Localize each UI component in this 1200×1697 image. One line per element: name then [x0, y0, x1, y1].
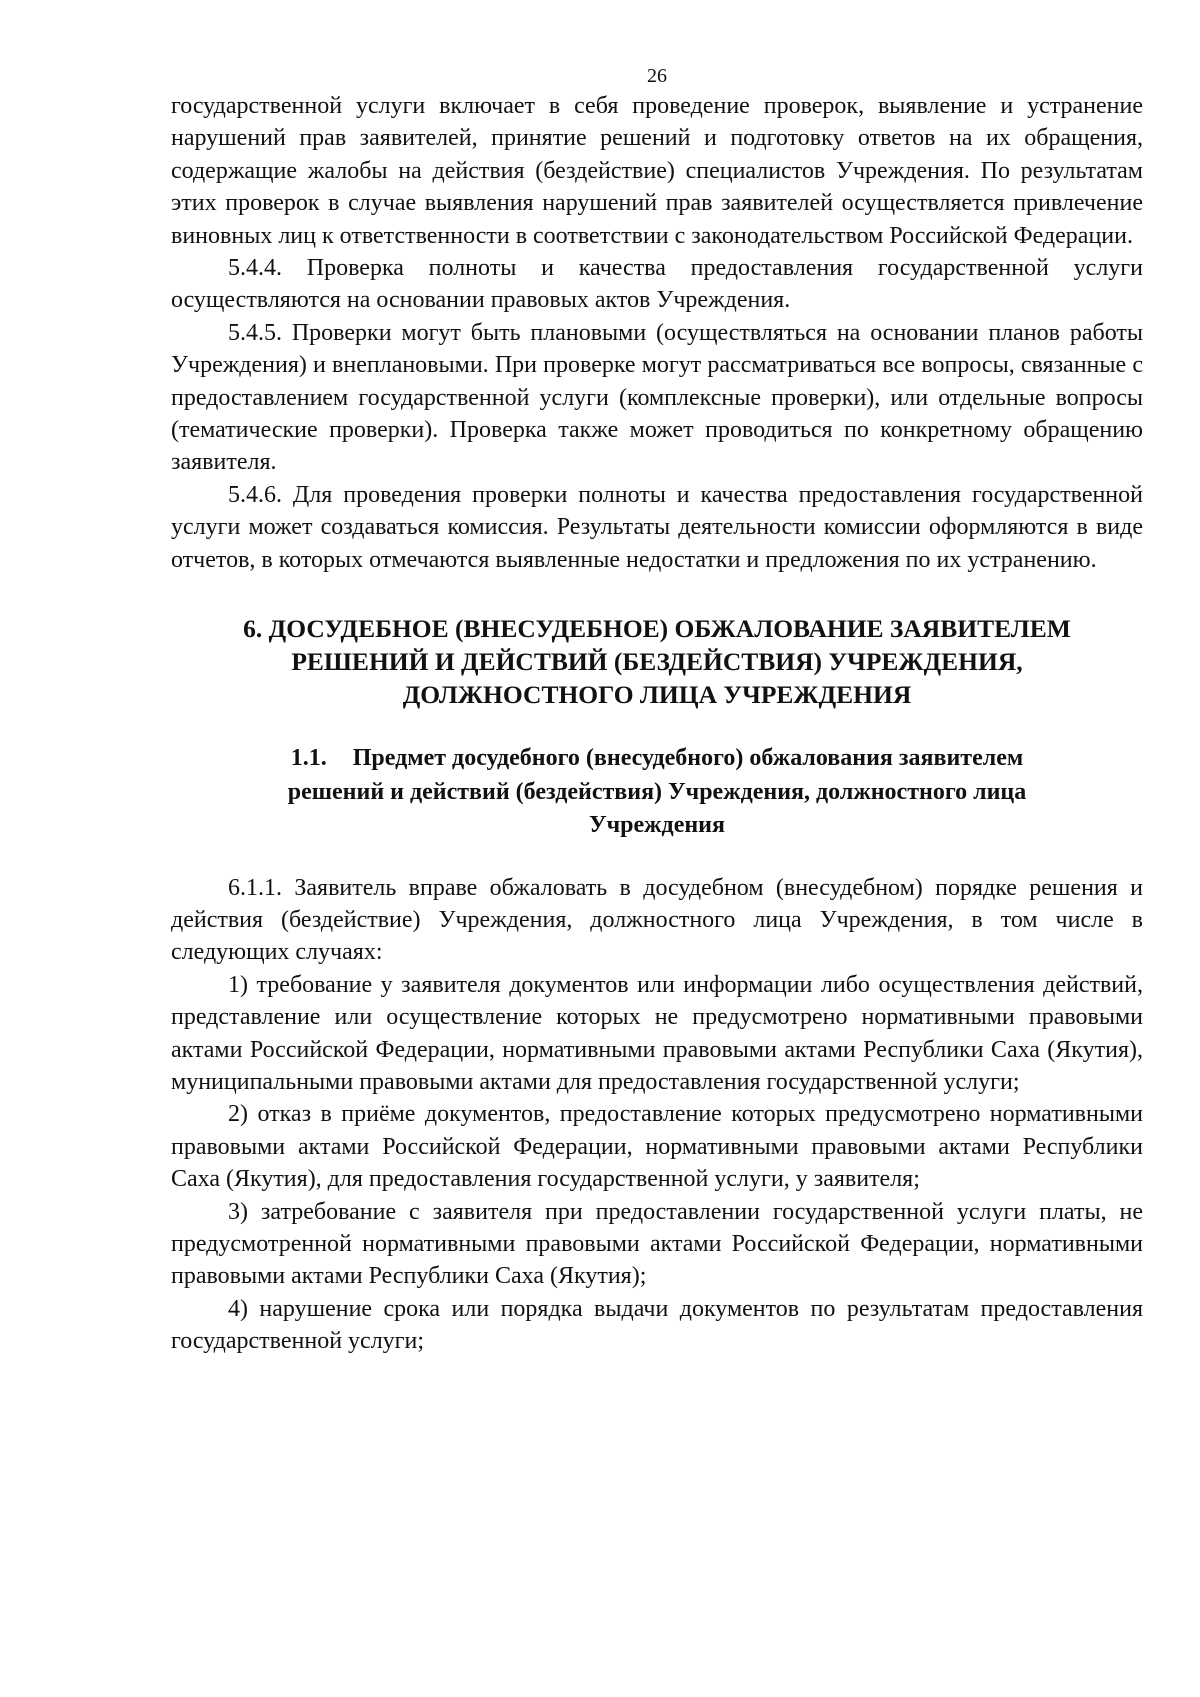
list-item-4: 4) нарушение срока или порядка выдачи документов по результатам предоставления государственной услуги;	[171, 1295, 1143, 1355]
list-item-1: 1) требование у заявителя документов или информации либо осуществления действий, представление или осуществление которых не предусмотрено нормативными правовыми актами Российской Федерации, нормативными правовыми актами Республики Саха (Якутия), муниципальными правовыми актами для предоставления государственной услуги;	[171, 971, 1143, 1096]
subsection-title-line-1: Предмет досудебного (внесудебного) обжалования заявителем	[352, 745, 1024, 772]
page-number: 26	[647, 65, 667, 87]
subsection-body	[171, 872, 1143, 1358]
subsection-heading-line-1	[171, 742, 1143, 776]
paragraph-continuation: государственной услуги включает в себя проведение проверок, выявление и устранение нарушений прав заявителей, принятие решений и подготовку ответов на их обращения, содержащие жалобы на действия (бездействие) специалистов Учреждения. По результатам этих проверок в случае выявления нарушений прав заявителей осуществляется привлечение виновных лиц к ответственности в соответствии с законодательством Российской Федерации.	[171, 93, 1143, 249]
subsection-title-line-2: решений и действий (бездействия) Учреждения, должностного лица	[287, 778, 1027, 805]
paragraph-6-1-1: 6.1.1. Заявитель вправе обжаловать в досудебном (внесудебном) порядке решения и действия (бездействие) Учреждения, должностного лица Учреждения, в том числе в следующих случаях:	[171, 874, 1143, 966]
section-heading-line-3: ДОЛЖНОСТНОГО ЛИЦА УЧРЕЖДЕНИЯ	[402, 680, 912, 710]
section-heading-line-2: РЕШЕНИЙ И ДЕЙСТВИЙ (БЕЗДЕЙСТВИЯ) УЧРЕЖДЕНИЯ,	[291, 647, 1023, 677]
list-item-3: 3) затребование с заявителя при предоставлении государственной услуги платы, не предусмотренной нормативными правовыми актами Российской Федерации, нормативными правовыми актами Республики Саха (Якутия);	[171, 1198, 1143, 1290]
paragraph-5-4-5: 5.4.5. Проверки могут быть плановыми (осуществляться на основании планов работы Учреждения) и внеплановыми. При проверке могут рассматриваться все вопросы, связанные с предоставлением государственной услуги (комплексные проверки), или отдельные вопросы (тематические проверки). Проверка также может проводиться по конкретному обращению заявителя.	[171, 319, 1143, 476]
document-page	[171, 64, 1143, 1358]
list-item-2: 2) отказ в приёме документов, предоставление которых предусмотрено нормативными правовыми актами Российской Федерации, нормативными правовыми актами Республики Саха (Якутия), для предоставления государственной услуги, у заявителя;	[171, 1101, 1143, 1193]
subsection-number: 1.1.	[290, 745, 327, 772]
section-heading-line-1: 6. ДОСУДЕБНОЕ (ВНЕСУДЕБНОЕ) ОБЖАЛОВАНИЕ ЗАЯВИТЕЛЕМ	[243, 614, 1071, 644]
paragraph-5-4-4: 5.4.4. Проверка полноты и качества предоставления государственной услуги осуществляются на основании правовых актов Учреждения.	[171, 255, 1143, 314]
subsection-title-line-3: Учреждения	[589, 812, 725, 839]
paragraph-5-4-6: 5.4.6. Для проведения проверки полноты и качества предоставления государственной услуги может создаваться комиссия. Результаты деятельности комиссии оформляются в виде отчетов, в которых отмечаются выявленные недостатки и предложения по их устранению.	[171, 481, 1143, 573]
section-6-heading	[171, 612, 1143, 711]
subsection-1-1-heading	[171, 742, 1143, 843]
